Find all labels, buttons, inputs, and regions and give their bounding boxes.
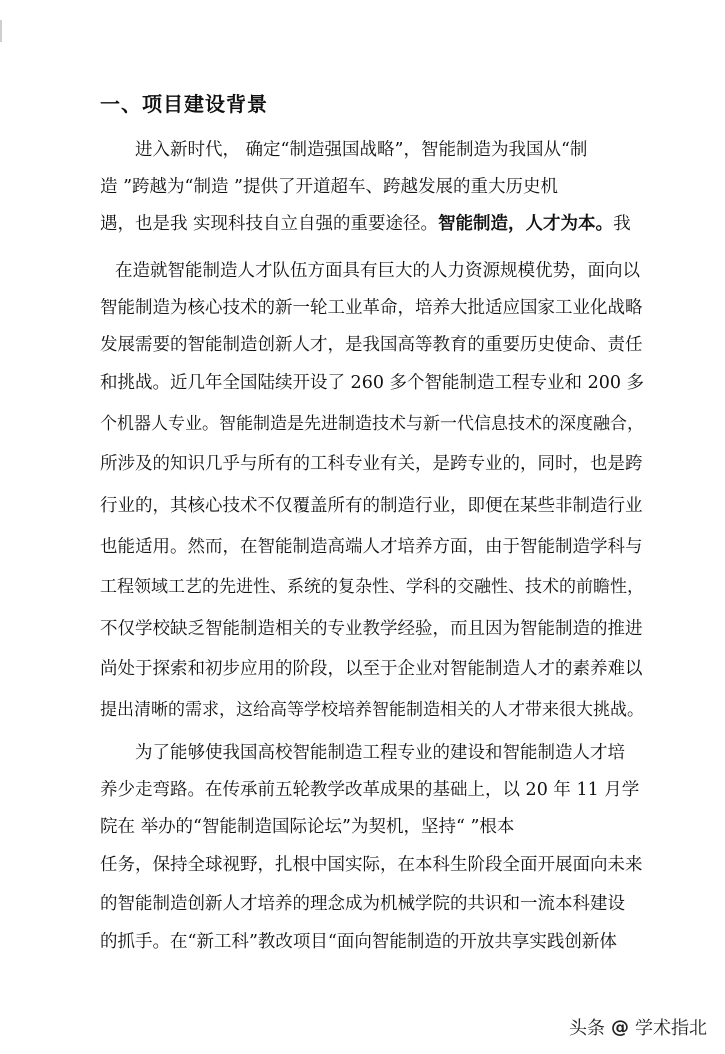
- text-line-content: 尚处于探索和初步应用的阶段，以至于企业对智能制造人才的素养难以: [100, 659, 643, 679]
- section-heading: 一、项目建设背景: [100, 92, 268, 116]
- watermark-at: @: [611, 1016, 629, 1038]
- text-line-content: 提出清晰的需求，这给高等学校培养智能制造相关的人才带来很大挑战。: [100, 700, 644, 720]
- text-line-content: 智能制造为核心技术的新一轮工业革命，培养大批适应国家工业化战略: [100, 298, 643, 318]
- text-line: [100, 815, 514, 839]
- text-line-content: 进入新时代， 确定“制造强国战略”，智能制造为我国从“制: [135, 140, 588, 160]
- emphasis-text: 智能制造，人才为本。: [438, 214, 614, 234]
- text-line: [100, 296, 643, 320]
- text-line: [135, 138, 587, 162]
- text-line-tail: 我: [613, 214, 631, 234]
- text-line: [115, 259, 640, 283]
- text-line-content: 的智能制造创新人才培养的理念成为机械学院的共识和一流本科建设: [100, 894, 625, 914]
- text-line: [100, 494, 643, 518]
- text-line: [100, 853, 643, 877]
- text-line: [100, 412, 644, 436]
- text-line-content: 不仅学校缺乏智能制造相关的专业教学经验，而且因为智能制造的推进: [100, 619, 643, 639]
- text-line-content: 为了能够使我国高校智能制造工程专业的建设和智能制造人才培: [135, 743, 625, 763]
- text-line-content: 个机器人专业。智能制造是先进制造技术与新一代信息技术的深度融合，: [100, 414, 644, 434]
- text-line-content: 的抓手。在“新工科”教改项目“面向智能制造的开放共享实践创新体: [100, 932, 617, 952]
- watermark: [565, 1012, 711, 1042]
- text-line-content: 工程领域工艺的先进性、系统的复杂性、学科的交融性、技术的前瞻性，: [100, 577, 644, 597]
- text-line: [100, 333, 643, 357]
- text-line-content: 遇，也是我 实现科技自立自强的重要途径。: [100, 214, 439, 234]
- watermark-name: 学术指北: [635, 1018, 707, 1039]
- text-line-content: 造 ”跨越为“制造 ”提供了开道超车、跨越发展的重大历史机: [100, 177, 558, 197]
- text-line: [135, 741, 625, 765]
- text-line: [100, 892, 625, 916]
- watermark-prefix: 头条: [569, 1018, 605, 1039]
- text-line-content: 任务，保持全球视野，扎根中国实际，在本科生阶段全面开展面向未来: [100, 855, 643, 875]
- text-line-content: 院在 举办的“智能制造国际论坛”为契机，坚持“ ”根本: [100, 817, 515, 837]
- text-line: [100, 535, 643, 559]
- text-line: [100, 930, 617, 954]
- text-line: [100, 212, 631, 236]
- text-line: [100, 778, 639, 802]
- text-line-content: 发展需要的智能制造创新人才，是我国高等教育的重要历史使命、责任: [100, 335, 643, 355]
- text-line: [100, 575, 644, 599]
- text-line-content: 也能适用。然而，在智能制造高端人才培养方面，由于智能制造学科与: [100, 537, 643, 557]
- text-line-content: 和挑战。近几年全国陆续开设了 260 多个智能制造工程专业和 200 多: [100, 373, 645, 393]
- text-line: [100, 617, 643, 641]
- text-line-content: 行业的，其核心技术不仅覆盖所有的制造行业，即便在某些非制造行业: [100, 496, 643, 516]
- text-line: [100, 175, 558, 199]
- text-line: [100, 452, 643, 476]
- text-line: [100, 371, 644, 395]
- scan-edge-mark: [0, 20, 2, 42]
- text-line-content: 所涉及的知识几乎与所有的工科专业有关，是跨专业的，同时，也是跨: [100, 454, 643, 474]
- text-line-content: 在造就智能制造人才队伍方面具有巨大的人力资源规模优势，面向以: [115, 261, 640, 281]
- text-line: [100, 657, 643, 681]
- text-line-content: 养少走弯路。在传承前五轮教学改革成果的基础上，以 20 年 11 月学: [100, 780, 640, 800]
- text-line: [100, 698, 644, 722]
